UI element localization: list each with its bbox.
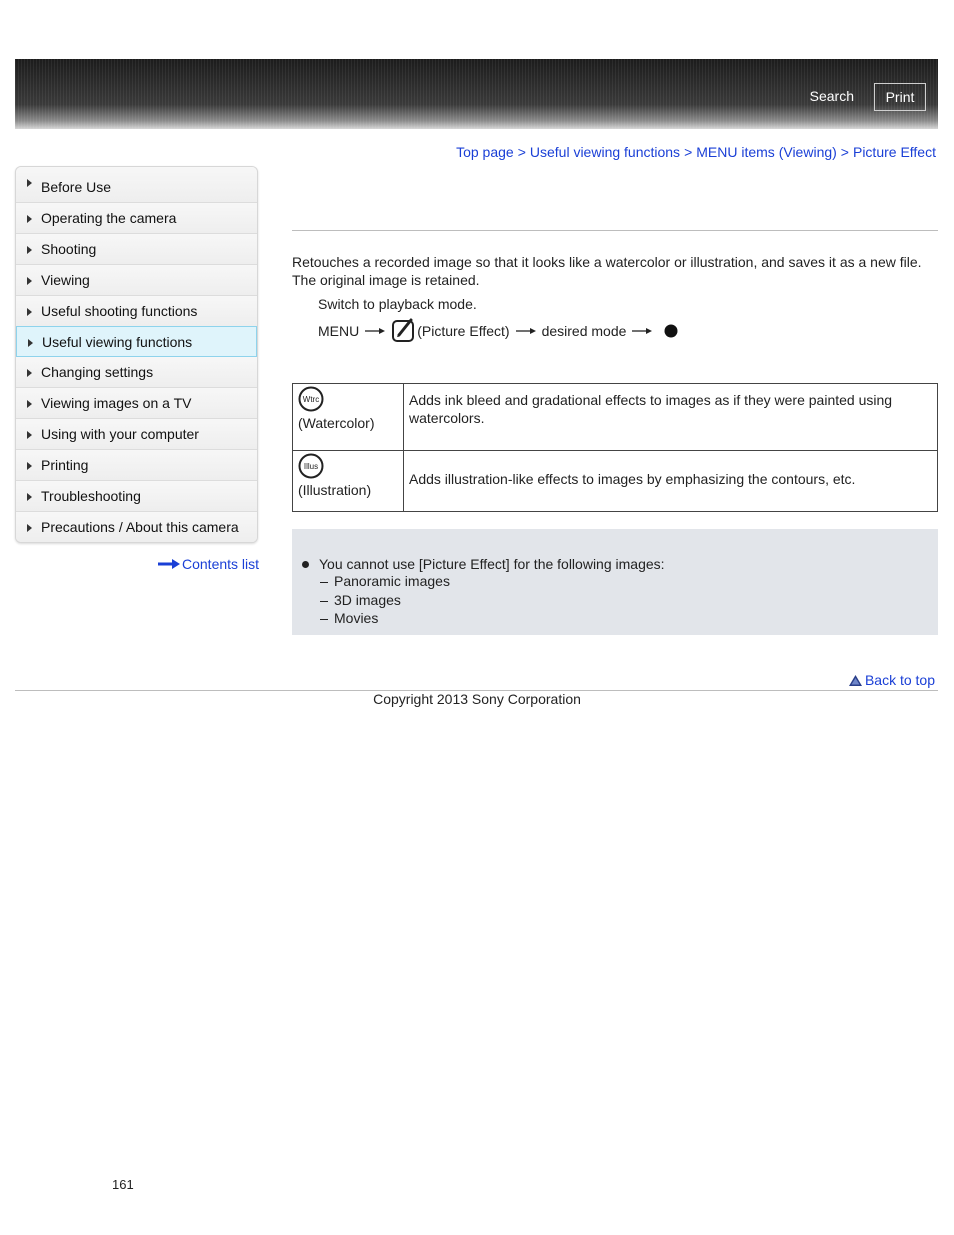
dash-icon bbox=[320, 619, 328, 620]
watercolor-icon-text: Wtrc bbox=[302, 395, 320, 404]
sidebar-item-label: Before Use bbox=[41, 178, 112, 195]
caret-right-icon bbox=[27, 246, 32, 254]
bullet-dot-icon bbox=[302, 561, 309, 568]
sidebar-item-computer[interactable] bbox=[16, 419, 257, 450]
picture-effect-table bbox=[292, 383, 938, 512]
note-box bbox=[292, 529, 938, 635]
sidebar-item-useful-viewing[interactable] bbox=[16, 326, 257, 357]
sidebar-item-troubleshooting[interactable] bbox=[16, 481, 257, 512]
sidebar-item-label: Operating the camera bbox=[41, 210, 177, 226]
sidebar-item-label: Viewing images on a TV bbox=[41, 395, 192, 411]
sidebar-item-changing-settings[interactable] bbox=[16, 357, 257, 388]
breadcrumb-separator: > bbox=[840, 144, 849, 160]
triangle-up-icon bbox=[849, 675, 862, 686]
breadcrumb-link-useful-viewing[interactable]: Useful viewing functions bbox=[529, 144, 681, 160]
back-to-top-link[interactable] bbox=[849, 672, 935, 688]
picture-effect-icon bbox=[391, 318, 417, 344]
breadcrumb-separator: > bbox=[517, 144, 526, 160]
breadcrumb-link-top-page[interactable]: Top page bbox=[456, 144, 514, 160]
arrow-right-icon bbox=[632, 326, 652, 336]
back-to-top-label: Back to top bbox=[864, 672, 935, 688]
search-link[interactable]: Search bbox=[809, 88, 854, 104]
sidebar-item-label: Precautions / About this camera bbox=[41, 519, 239, 535]
dash-icon bbox=[320, 601, 328, 602]
note-subitem-text: 3D images bbox=[334, 592, 401, 608]
caret-right-icon bbox=[27, 462, 32, 470]
sidebar-item-label: Changing settings bbox=[41, 364, 154, 380]
description-watercolor: Adds ink bleed and gradational effects to images as if they were painted using watercolors. bbox=[404, 384, 938, 451]
mode-cell bbox=[293, 451, 404, 512]
sidebar-item-precautions[interactable] bbox=[16, 512, 257, 542]
sidebar-item-label: Printing bbox=[41, 457, 89, 473]
watercolor-icon bbox=[298, 386, 324, 412]
print-button[interactable]: Print bbox=[874, 83, 926, 111]
mode-cell bbox=[293, 384, 404, 451]
illustration-icon bbox=[298, 453, 324, 479]
note-bullet bbox=[302, 556, 665, 572]
arrow-right-icon bbox=[365, 326, 385, 336]
step-2-instruction bbox=[318, 318, 680, 344]
menu-label: MENU bbox=[318, 323, 360, 339]
caret-right-icon bbox=[27, 493, 32, 501]
caret-right-icon bbox=[27, 431, 32, 439]
caret-right-icon bbox=[27, 308, 32, 316]
table-row bbox=[293, 451, 938, 512]
breadcrumb-separator: > bbox=[684, 144, 693, 160]
desired-mode-label: desired mode bbox=[541, 323, 627, 339]
caret-right-icon bbox=[27, 400, 32, 408]
sidebar-item-label: Useful viewing functions bbox=[42, 333, 193, 350]
sidebar-item-viewing[interactable] bbox=[16, 265, 257, 296]
title-divider bbox=[292, 230, 938, 231]
caret-right-icon bbox=[27, 369, 32, 377]
sidebar-item-label: Viewing bbox=[41, 272, 90, 288]
copyright-text: Copyright 2013 Sony Corporation bbox=[373, 691, 581, 707]
caret-right-icon bbox=[27, 179, 32, 187]
dash-icon bbox=[320, 582, 328, 583]
contents-list-label: Contents list bbox=[182, 556, 260, 572]
illustration-icon-text: Illus bbox=[303, 462, 319, 471]
arrow-right-icon bbox=[516, 326, 536, 336]
center-button-icon bbox=[658, 324, 680, 338]
sidebar-item-useful-shooting[interactable] bbox=[16, 296, 257, 327]
note-bullet-text: You cannot use [Picture Effect] for the following images: bbox=[319, 556, 665, 572]
step-1-text: Switch to playback mode. bbox=[318, 296, 477, 312]
caret-right-icon bbox=[27, 524, 32, 532]
sidebar-item-operating-camera[interactable] bbox=[16, 203, 257, 234]
sidebar-item-printing[interactable] bbox=[16, 450, 257, 481]
mode-label-illustration: (Illustration) bbox=[298, 482, 372, 498]
contents-list-link[interactable] bbox=[158, 556, 259, 572]
mode-label-watercolor: (Watercolor) bbox=[298, 415, 375, 431]
breadcrumb-link-menu-items[interactable]: MENU items (Viewing) bbox=[696, 144, 837, 160]
breadcrumb-link-picture-effect[interactable]: Picture Effect bbox=[852, 144, 936, 160]
description-illustration: Adds illustration-like effects to images by emphasizing the contours, etc. bbox=[404, 451, 938, 512]
sidebar-nav bbox=[15, 166, 258, 543]
sidebar-item-label: Useful shooting functions bbox=[41, 303, 198, 319]
sidebar-item-viewing-tv[interactable] bbox=[16, 388, 257, 419]
note-subitem bbox=[320, 573, 450, 589]
note-subitem-text: Panoramic images bbox=[334, 573, 450, 589]
sidebar-item-label: Using with your computer bbox=[41, 426, 199, 442]
intro-text: Retouches a recorded image so that it looks like a watercolor or illustration, and saves it as a new file. The original image is retained. bbox=[292, 254, 922, 288]
sidebar-item-before-use[interactable] bbox=[16, 167, 257, 203]
picture-effect-label: (Picture Effect) bbox=[417, 323, 510, 339]
caret-right-icon bbox=[27, 277, 32, 285]
table-row bbox=[293, 384, 938, 451]
caret-right-icon bbox=[28, 339, 33, 347]
header-bar bbox=[15, 59, 938, 129]
note-subitem bbox=[320, 592, 401, 608]
sidebar-item-label: Troubleshooting bbox=[41, 488, 141, 504]
sidebar-item-label: Shooting bbox=[41, 241, 97, 257]
sidebar-item-shooting[interactable] bbox=[16, 234, 257, 265]
caret-right-icon bbox=[27, 215, 32, 223]
note-subitem bbox=[320, 610, 378, 626]
note-subitem-text: Movies bbox=[334, 610, 379, 626]
page-number: 161 bbox=[112, 1177, 134, 1192]
arrow-right-icon bbox=[158, 559, 180, 569]
breadcrumb bbox=[456, 144, 936, 160]
